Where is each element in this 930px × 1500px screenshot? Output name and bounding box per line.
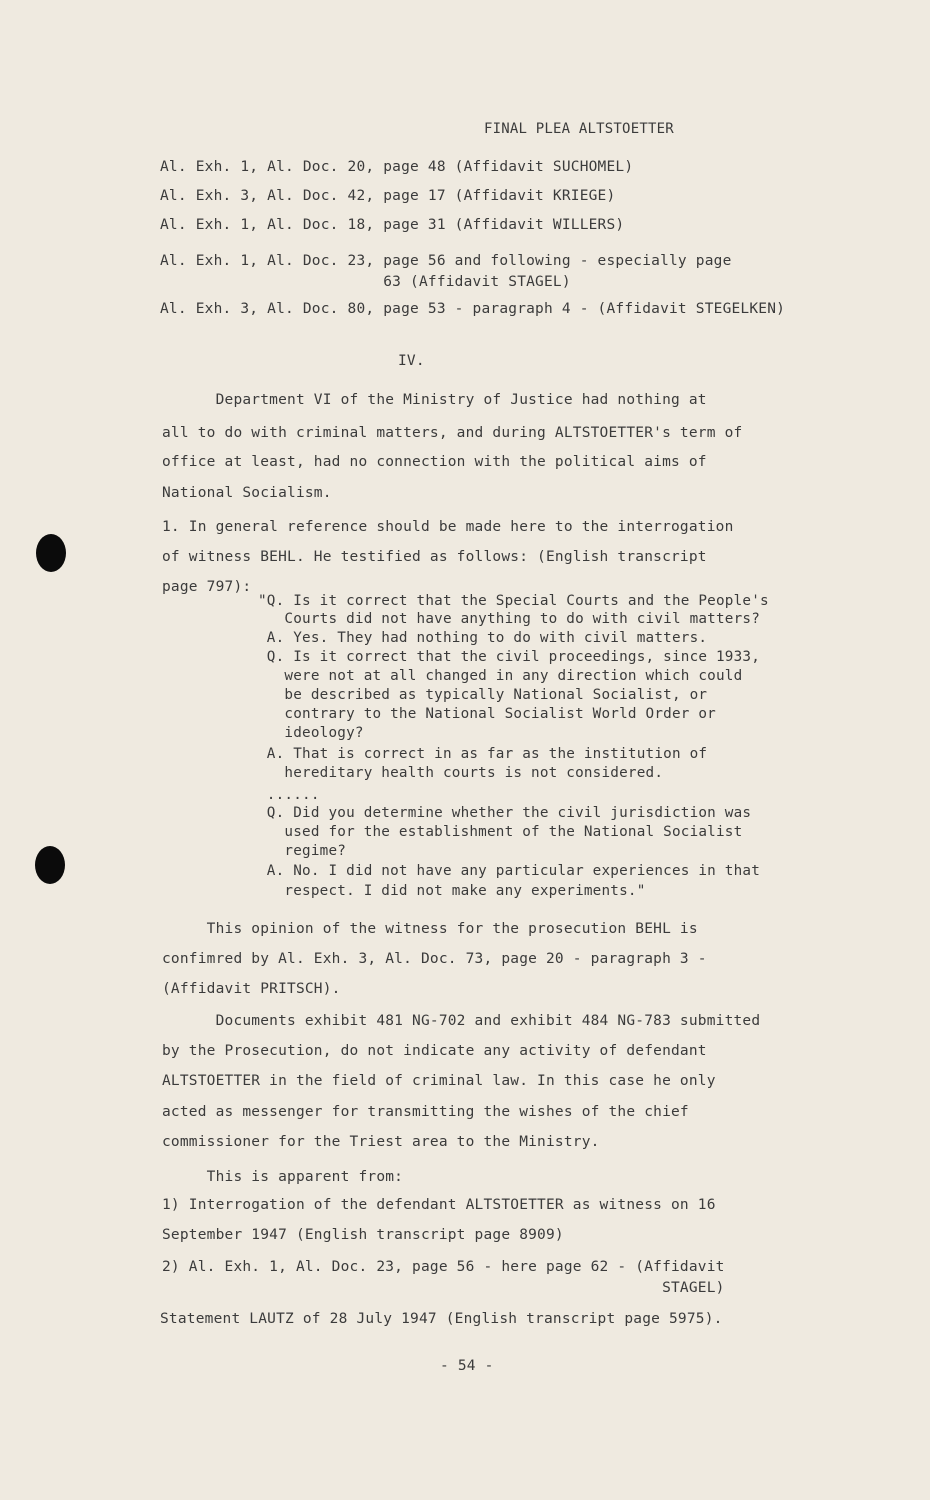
paragraph-line: acted as messenger for transmitting the wishes of the chief xyxy=(162,1104,689,1120)
document-header: FINAL PLEA ALTSTOETTER xyxy=(484,121,674,137)
closing-line: Statement LAUTZ of 28 July 1947 (English transcript page 5975). xyxy=(160,1311,723,1327)
testimony-line: ...... xyxy=(258,787,320,803)
reference-line: Al. Exh. 1, Al. Doc. 18, page 31 (Affidavit WILLERS) xyxy=(160,217,625,233)
paragraph-line: by the Prosecution, do not indicate any activity of defendant xyxy=(162,1043,707,1059)
testimony-line: Q. Did you determine whether the civil jurisdiction was xyxy=(258,805,752,821)
paragraph-line: 1) Interrogation of the defendant ALTSTOETTER as witness on 16 xyxy=(162,1197,716,1213)
reference-line: Al. Exh. 3, Al. Doc. 80, page 53 - paragraph 4 - (Affidavit STEGELKEN) xyxy=(160,301,786,317)
section-number: IV. xyxy=(398,353,425,369)
testimony-line: were not at all changed in any direction which could xyxy=(258,668,743,684)
punch-hole-top xyxy=(36,534,66,572)
paragraph-line: confimred by Al. Exh. 3, Al. Doc. 73, page 20 - paragraph 3 - xyxy=(162,951,707,967)
paragraph-line: 1. In general reference should be made here to the interrogation xyxy=(162,519,734,535)
testimony-line: regime? xyxy=(258,843,347,859)
reference-line: Al. Exh. 1, Al. Doc. 23, page 56 and following - especially page xyxy=(160,253,732,269)
paragraph-line: Documents exhibit 481 NG-702 and exhibit 484 NG-783 submitted xyxy=(162,1013,761,1029)
reference-line: 63 (Affidavit STAGEL) xyxy=(160,274,571,290)
paragraph-line: 2) Al. Exh. 1, Al. Doc. 23, page 56 - here page 62 - (Affidavit xyxy=(162,1259,725,1275)
paragraph-line: STAGEL) xyxy=(162,1280,725,1296)
testimony-line: A. That is correct in as far as the institution of xyxy=(258,746,708,762)
testimony-line: used for the establishment of the National Socialist xyxy=(258,824,743,840)
testimony-line: contrary to the National Socialist World Order or xyxy=(258,706,716,722)
page-number: - 54 - xyxy=(440,1358,494,1374)
reference-line: Al. Exh. 1, Al. Doc. 20, page 48 (Affidavit SUCHOMEL) xyxy=(160,159,634,175)
paragraph-line: commissioner for the Triest area to the Ministry. xyxy=(162,1134,600,1150)
paragraph-line: page 797): xyxy=(162,579,252,595)
paragraph-line: all to do with criminal matters, and during ALTSTOETTER's term of xyxy=(162,425,743,441)
reference-line: Al. Exh. 3, Al. Doc. 42, page 17 (Affidavit KRIEGE) xyxy=(160,188,616,204)
paragraph-line: September 1947 (English transcript page 8909) xyxy=(162,1227,564,1243)
paragraph-line: Department VI of the Ministry of Justice had nothing at xyxy=(162,392,707,408)
paragraph-line: This is apparent from: xyxy=(162,1169,404,1185)
testimony-line: Courts did not have anything to do with civil matters? xyxy=(258,611,761,627)
testimony-line: ideology? xyxy=(258,725,364,741)
paragraph-line: office at least, had no connection with the political aims of xyxy=(162,454,707,470)
paragraph-line: (Affidavit PRITSCH). xyxy=(162,981,341,997)
paragraph-line: This opinion of the witness for the prosecution BEHL is xyxy=(162,921,698,937)
testimony-line: "Q. Is it correct that the Special Courts and the People's xyxy=(258,593,769,609)
punch-hole-bottom xyxy=(35,846,65,884)
testimony-line: hereditary health courts is not considered. xyxy=(258,765,664,781)
paragraph-line: of witness BEHL. He testified as follows: (English transcript xyxy=(162,549,707,565)
paragraph-line: ALTSTOETTER in the field of criminal law. In this case he only xyxy=(162,1073,716,1089)
testimony-line: be described as typically National Socialist, or xyxy=(258,687,708,703)
testimony-line: A. No. I did not have any particular experiences in that xyxy=(258,863,761,879)
testimony-line: Q. Is it correct that the civil proceedings, since 1933, xyxy=(258,649,761,665)
testimony-line: A. Yes. They had nothing to do with civil matters. xyxy=(258,630,708,646)
testimony-line: respect. I did not make any experiments." xyxy=(258,883,646,899)
paragraph-line: National Socialism. xyxy=(162,485,332,501)
